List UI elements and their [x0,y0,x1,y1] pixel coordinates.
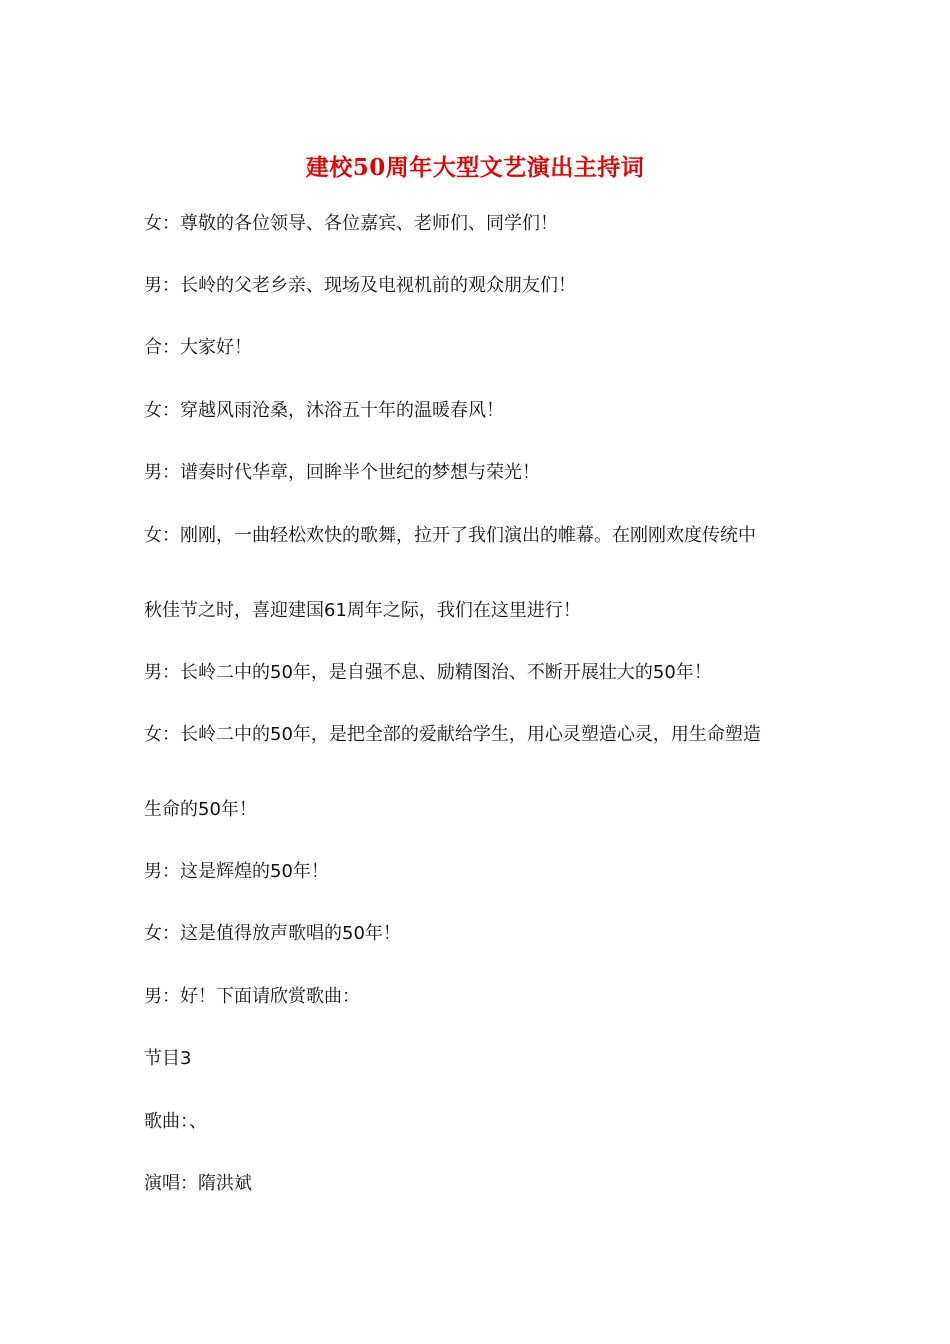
script-line: 合：大家好！ [144,337,252,358]
script-line: 男：长岭二中的50年，是自强不息、励精图治、不断开展壮大的50年！ [144,662,712,683]
script-line: 男：长岭的父老乡亲、现场及电视机前的观众朋友们！ [144,275,576,296]
script-line: 女：尊敬的各位领导、各位嘉宾、老师们、同学们！ [144,213,558,234]
script-line: 男：这是辉煌的50年！ [144,861,329,882]
script-line: 男：好！下面请欣赏歌曲： [144,986,360,1007]
document-title: 建校50周年大型文艺演出主持词 [305,154,645,181]
script-line: 女：长岭二中的50年，是把全部的爱献给学生，用心灵塑造心灵，用生命塑造 [144,724,761,745]
song-line: 歌曲：、 [144,1111,207,1132]
script-line: 男：谱奏时代华章，回眸半个世纪的梦想与荣光！ [144,462,540,483]
script-line: 女：刚刚，一曲轻松欢快的歌舞，拉开了我们演出的帷幕。在刚刚欢度传统中 [144,525,756,546]
performer-line: 演唱：隋洪斌 [144,1173,252,1194]
script-line: 女：穿越风雨沧桑，沐浴五十年的温暖春风！ [144,400,504,421]
script-line: 女：这是值得放声歌唱的50年！ [144,923,401,944]
script-line: 秋佳节之时，喜迎建国61周年之际，我们在这里进行！ [144,600,581,621]
script-line: 生命的50年！ [144,799,257,820]
program-number: 节目3 [144,1048,192,1069]
